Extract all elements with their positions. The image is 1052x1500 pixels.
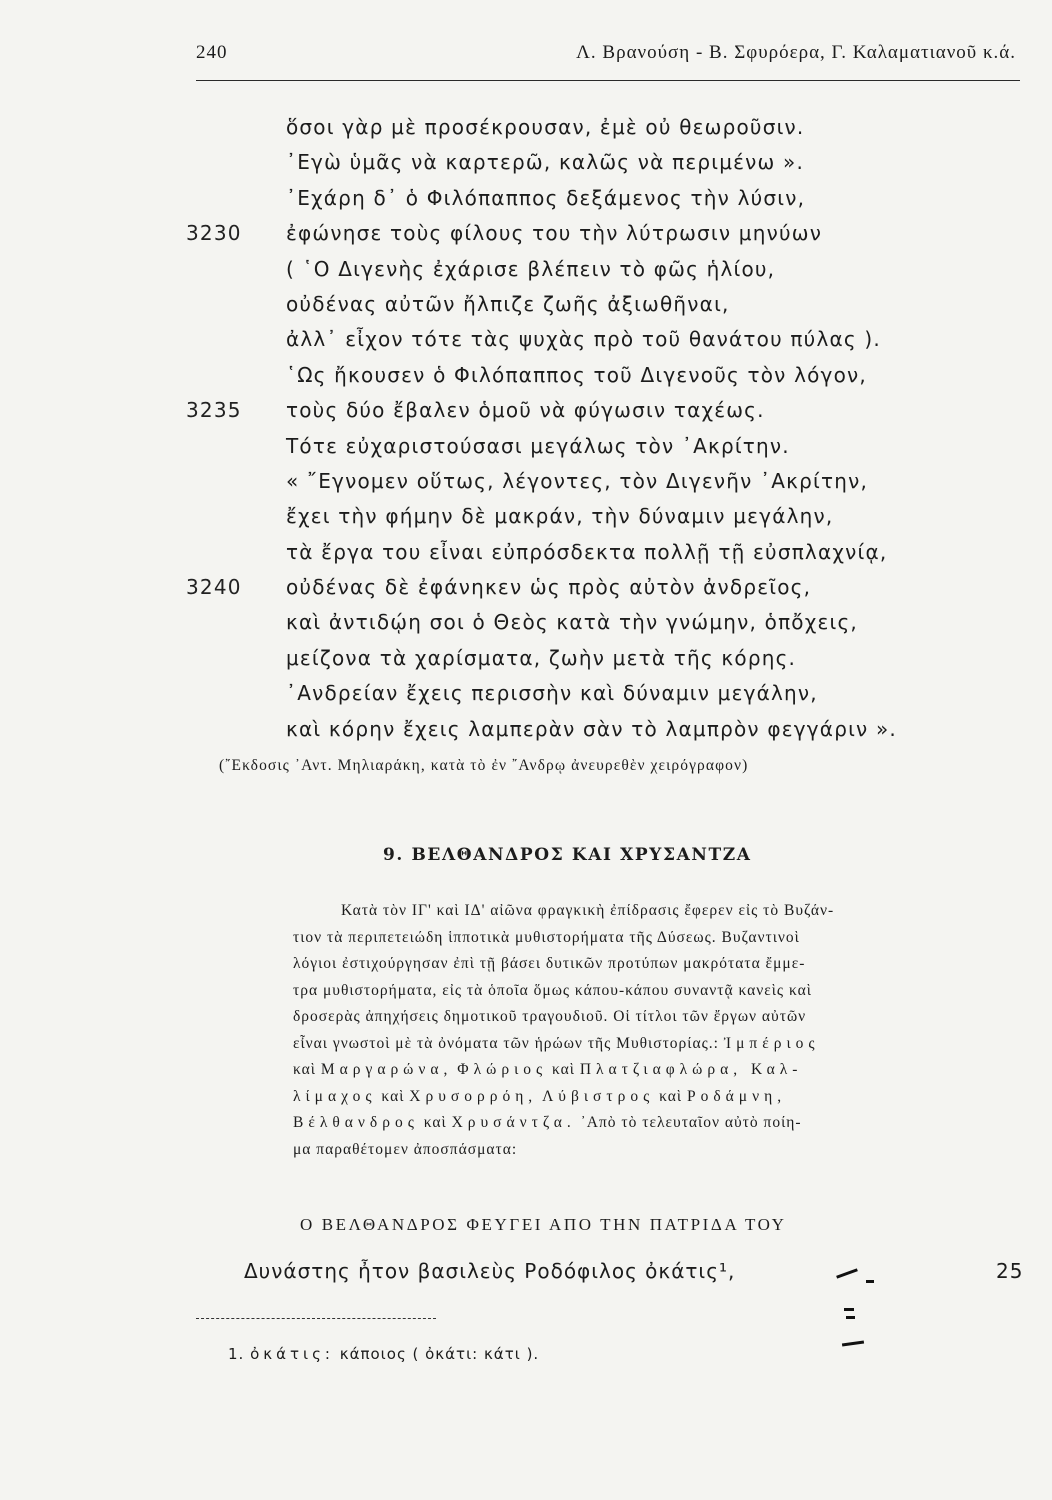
verse-line — [186, 535, 1016, 570]
intro-text: καὶ — [381, 1087, 405, 1105]
intro-line — [293, 1110, 1027, 1137]
verse-text: ἀλλ᾿ εἶχον τότε τὰς ψυχὰς πρὸ τοῦ θανάτου πύλας ). — [286, 327, 881, 352]
verse-line — [186, 110, 1016, 145]
line-number: 3240 — [186, 575, 242, 600]
ink-marks — [836, 1272, 876, 1352]
intro-line: τιον τὰ περιπετειώδη ἱπποτικὰ μυθιστορήματα τῆς Δύσεως. Βυζαντινοὶ — [293, 928, 800, 946]
page-header — [196, 42, 1020, 76]
verse-line — [244, 1259, 1024, 1295]
verse-text: Δυνάστης ἦτον βασιλεὺς Ροδόφιλος ὀκάτις¹, — [244, 1259, 736, 1283]
verse-text: ᾿Εγὼ ὑμᾶς νὰ καρτερῶ, καλῶς νὰ περιμένω ». — [286, 150, 805, 175]
work-title: Ροδάμνη, — [686, 1087, 787, 1105]
verse-line — [186, 712, 1016, 747]
intro-paragraph — [293, 898, 1027, 1163]
verse-line — [186, 358, 1016, 393]
intro-line: τρα μυθιστορήματα, εἰς τὰ ὁποῖα ὅμως κάπου-κάπου συναντᾷ κανεὶς καὶ — [293, 981, 812, 999]
verse-text: καὶ κόρην ἔχεις λαμπερὰν σὰν τὸ λαμπρὸν φεγγάριν ». — [286, 716, 897, 741]
work-title: Ἰμπέριος — [723, 1034, 820, 1052]
verse-line — [186, 393, 1016, 428]
verse-line — [186, 322, 1016, 357]
intro-line: δροσερὰς ἀπηχήσεις δημοτικοῦ τραγουδιοῦ. Οἱ τίτλοι τῶν ἔργων αὐτῶν — [293, 1008, 807, 1025]
verse-line — [186, 145, 1016, 180]
verse-text: ἔχει τὴν φήμην δὲ μακράν, τὴν δύναμιν μεγάλην, — [286, 504, 834, 529]
page-number: 240 — [196, 42, 228, 63]
work-title: Μαργαρώνα, — [320, 1061, 453, 1078]
verse-text: ( ῾Ο Διγενὴς ἐχάρισε βλέπειν τὸ φῶς ἡλίου, — [286, 256, 776, 281]
verse-text: ῾Ως ἤκουσεν ὁ Φιλόπαππος τοῦ Διγενοῦς τὸν λόγον, — [286, 362, 867, 387]
verse-line — [186, 464, 1016, 499]
intro-text: καὶ — [552, 1061, 575, 1078]
intro-text: εἶναι γνωστοὶ μὲ τὰ ὀνόματα τῶν ἡρώων τῆς Μυθιστορίας.: — [293, 1034, 719, 1052]
verse-line — [186, 287, 1016, 322]
section-title: 9. ΒΕΛΘΑΝΔΡΟΣ ΚΑΙ ΧΡΥΣΑΝΤΖΑ — [383, 845, 752, 865]
footnote-word: ὀκάτις: — [250, 1345, 334, 1363]
line-number: 3235 — [186, 398, 242, 423]
work-title: Χρυσορρόη, — [409, 1087, 538, 1105]
verse-line — [186, 605, 1016, 640]
intro-text: ᾿Απὸ τὸ τελευταῖον αὐτὸ ποίη- — [580, 1114, 802, 1131]
work-title: Λύβιστρος — [542, 1087, 655, 1105]
header-rule — [196, 80, 1020, 81]
running-head: Λ. Βρανούση - Β. Σφυρόερα, Γ. Καλαματιανοῦ κ.ά. — [576, 42, 1016, 63]
verse-text: τὰ ἔργα του εἶναι εὐπρόσδεκτα πολλῇ τῇ εὐσπλαχνίᾳ, — [286, 539, 888, 564]
source-note: (῎Εκδοσις ᾿Αντ. Μηλιαράκη, κατὰ τὸ ἐν ῎Ανδρῳ ἀνευρεθὲν χειρόγραφον) — [219, 757, 749, 774]
intro-line: Κατὰ τὸν ΙΓ' καὶ ΙΔ' αἰῶνα φραγκικὴ ἐπίδρασις ἔφερεν εἰς τὸ Βυζάν- — [341, 902, 835, 919]
verse-text: Τότε εὐχαριστούσασι μεγάλως τὸν ᾿Ακρίτην. — [286, 433, 790, 458]
verse-line — [186, 252, 1016, 287]
intro-text: καὶ — [423, 1114, 447, 1131]
work-title: Χρυσάντζα. — [451, 1114, 576, 1131]
intro-line — [293, 1057, 1027, 1084]
footnote-rule — [196, 1318, 436, 1319]
work-title: Πλατζιαφλώρα, Καλ- — [579, 1061, 803, 1078]
verse-line — [186, 429, 1016, 464]
work-title: Φλώριος — [457, 1061, 548, 1078]
verse-text: μείζονα τὰ χαρίσματα, ζωὴν μετὰ τῆς κόρης. — [286, 645, 797, 670]
footnote-gloss: κάποιος ( ὀκάτι: κάτι ). — [339, 1345, 540, 1363]
verse-line — [186, 641, 1016, 676]
line-number: 3230 — [186, 221, 242, 246]
verse-line — [186, 570, 1016, 605]
verse-text: ἐφώνησε τοὺς φίλους του τὴν λύτρωσιν μηνύων — [286, 221, 823, 246]
verse-line — [186, 216, 1016, 251]
work-title: Βέλθανδρος — [293, 1114, 419, 1131]
intro-text: καὶ — [659, 1087, 683, 1105]
verse-text: οὐδένας δὲ ἐφάνηκεν ὡς πρὸς αὐτὸν ἀνδρεῖος, — [286, 575, 812, 600]
footnote — [228, 1345, 928, 1363]
verse-text: ὅσοι γὰρ μὲ προσέκρουσαν, ἐμὲ οὐ θεωροῦσιν. — [286, 115, 805, 139]
intro-line: λόγιοι ἐστιχούργησαν ἐπὶ τῇ βάσει δυτικῶν προτύπων μακρότατα ἔμμε- — [293, 955, 806, 972]
intro-line — [293, 1084, 1027, 1111]
verse-text: καὶ ἀντιδῴη σοι ὁ Θεὸς κατὰ τὴν γνώμην, ὁπὄχεις, — [286, 610, 858, 635]
footnote-marker: 1. — [228, 1345, 245, 1363]
verse-text: ᾿Εχάρη δ᾿ ὁ Φιλόπαππος δεξάμενος τὴν λύσιν, — [286, 185, 806, 210]
verse-text: τοὺς δύο ἔβαλεν ὁμοῦ νὰ φύγωσιν ταχέως. — [286, 398, 765, 423]
intro-text: καὶ — [293, 1061, 316, 1078]
verse-text: οὐδένας αὐτῶν ἤλπιζε ζωῆς ἀξιωθῆναι, — [286, 291, 730, 316]
work-title: λίμαχος — [293, 1087, 377, 1105]
verse-text: ᾿Ανδρείαν ἔχεις περισσὴν καὶ δύναμιν μεγάλην, — [286, 681, 818, 706]
verse-line — [186, 499, 1016, 534]
verse-line — [186, 676, 1016, 711]
intro-line — [293, 1031, 1027, 1058]
verse-line — [186, 181, 1016, 216]
intro-line: μα παραθέτομεν ἀποσπάσματα: — [293, 1140, 518, 1158]
excerpt-subtitle: Ο ΒΕΛΘΑΝΔΡΟΣ ΦΕΥΓΕΙ ΑΠΟ ΤΗΝ ΠΑΤΡΙΔΑ ΤΟΥ — [300, 1215, 787, 1234]
verse-text: « ῎Εγνομεν οὕτως, λέγοντες, τὸν Διγενῆν ᾿Ακρίτην, — [286, 468, 869, 493]
line-number: 25 — [996, 1259, 1024, 1283]
poem-block — [186, 110, 1016, 747]
